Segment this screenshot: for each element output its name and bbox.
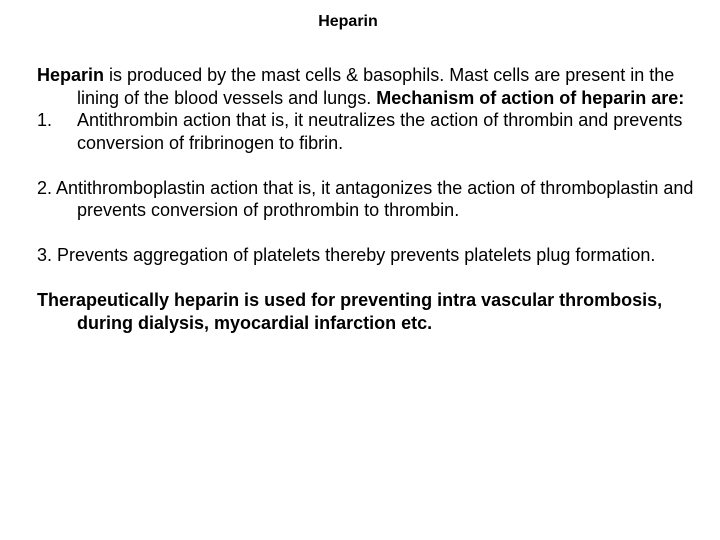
point-1-number: 1. bbox=[37, 110, 53, 130]
point-1-text: Antithrombin action that is, it neutralizes the action of thrombin and prevents conversion of fribrinogen to fibrin. bbox=[77, 110, 683, 153]
point-3: 3. Prevents aggregation of platelets thereby prevents platelets plug formation. bbox=[37, 245, 656, 265]
conclusion-paragraph bbox=[37, 289, 697, 334]
conclusion-text: Therapeutically heparin is used for preventing intra vascular thrombosis, during dialysis, myocardial infarction etc. bbox=[37, 290, 663, 333]
slide-title: Heparin bbox=[318, 13, 378, 30]
intro-paragraph bbox=[37, 64, 697, 109]
mechanism-heading: Mechanism of action of heparin are: bbox=[376, 87, 685, 108]
slide-content bbox=[37, 64, 697, 334]
point-1 bbox=[37, 109, 697, 154]
intro-lead: Heparin bbox=[37, 65, 105, 85]
point-2: 2. Antithromboplastin action that is, it antagonizes the action of thromboplastin and prevents conversion of prothrombin to thrombin. bbox=[37, 177, 694, 220]
intro-text: is produced by the mast cells & basophils. Mast cells are present in the lining of the blood vessels and lungs. bbox=[77, 65, 675, 108]
